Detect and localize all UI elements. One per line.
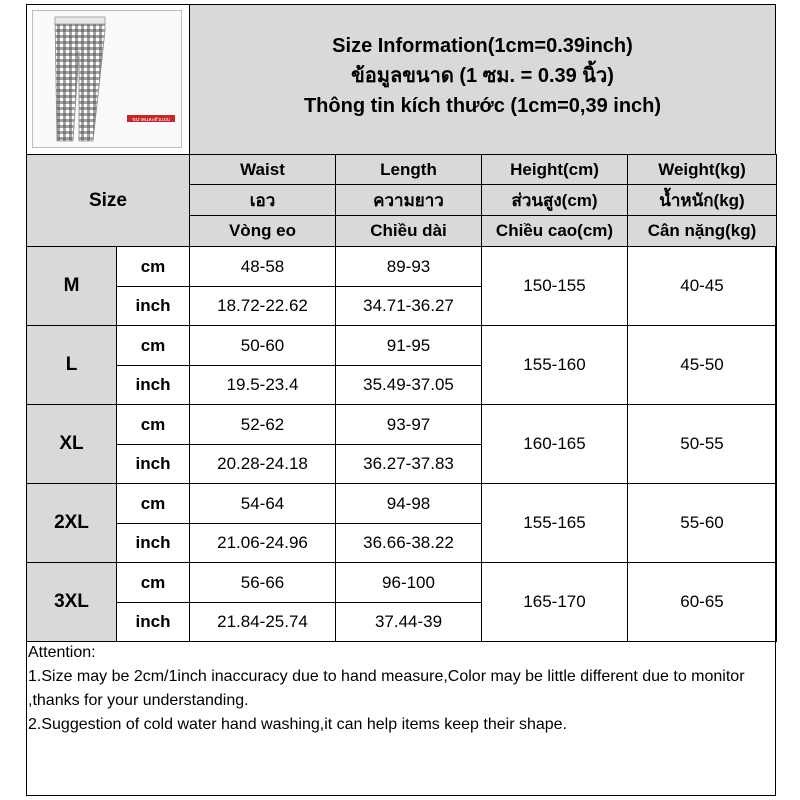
unit-inch: inch [117, 524, 190, 563]
size-table [26, 154, 777, 642]
waist-inch: 21.06-24.96 [190, 524, 336, 563]
size-label: 2XL [27, 484, 117, 563]
col-length-vi: Chiều dài [336, 216, 482, 247]
length-cm: 94-98 [336, 484, 482, 524]
attention-line-2: 2.Suggestion of cold water hand washing,it can help items keep their shape. [28, 716, 567, 733]
length-inch: 34.71-36.27 [336, 287, 482, 326]
col-waist-th: เอว [190, 185, 336, 216]
table-row [27, 326, 777, 366]
col-waist-vi: Vòng eo [190, 216, 336, 247]
svg-text:ขนาดและตัวแบบ: ขนาดและตัวแบบ [132, 117, 170, 123]
length-cm: 89-93 [336, 247, 482, 287]
waist-cm: 54-64 [190, 484, 336, 524]
height-range: 160-165 [482, 405, 628, 484]
col-weight-th: น้ำหนัก(kg) [628, 185, 777, 216]
height-range: 155-165 [482, 484, 628, 563]
col-weight-vi: Cân nặng(kg) [628, 216, 777, 247]
length-cm: 93-97 [336, 405, 482, 445]
table-row [27, 247, 777, 287]
attention-heading: Attention: [28, 644, 96, 661]
weight-range: 60-65 [628, 563, 777, 642]
attention-line-1: 1.Size may be 2cm/1inch inaccuracy due to hand measure,Color may be little different due to monitor ,thanks for your understanding. [28, 668, 745, 709]
weight-range: 40-45 [628, 247, 777, 326]
size-label: 3XL [27, 563, 117, 642]
size-label: M [27, 247, 117, 326]
waist-cm: 52-62 [190, 405, 336, 445]
length-inch: 36.66-38.22 [336, 524, 482, 563]
col-length-en: Length [336, 155, 482, 185]
col-waist-en: Waist [190, 155, 336, 185]
length-cm: 91-95 [336, 326, 482, 366]
unit-inch: inch [117, 603, 190, 642]
col-height-en: Height(cm) [482, 155, 628, 185]
waist-inch: 20.28-24.18 [190, 445, 336, 484]
unit-cm: cm [117, 326, 190, 366]
waist-inch: 19.5-23.4 [190, 366, 336, 405]
unit-cm: cm [117, 405, 190, 445]
table-row [27, 405, 777, 445]
weight-range: 45-50 [628, 326, 777, 405]
unit-inch: inch [117, 366, 190, 405]
col-length-th: ความยาว [336, 185, 482, 216]
length-inch: 37.44-39 [336, 603, 482, 642]
height-range: 155-160 [482, 326, 628, 405]
height-range: 150-155 [482, 247, 628, 326]
title-thai: ข้อมูลขนาด (1 ซม. = 0.39 นิ้ว) [351, 65, 614, 87]
size-header: Size [27, 155, 190, 247]
unit-cm: cm [117, 247, 190, 287]
table-row [27, 484, 777, 524]
title-vietnamese: Thông tin kích thước (1cm=0,39 inch) [303, 95, 662, 117]
attention-notes [28, 641, 774, 737]
col-height-vi: Chiều cao(cm) [482, 216, 628, 247]
unit-inch: inch [117, 287, 190, 326]
waist-inch: 21.84-25.74 [190, 603, 336, 642]
waist-cm: 48-58 [190, 247, 336, 287]
weight-range: 50-55 [628, 405, 777, 484]
col-weight-en: Weight(kg) [628, 155, 777, 185]
unit-inch: inch [117, 445, 190, 484]
length-inch: 35.49-37.05 [336, 366, 482, 405]
title-english: Size Information(1cm=0.39inch) [332, 35, 633, 57]
weight-range: 55-60 [628, 484, 777, 563]
waist-cm: 50-60 [190, 326, 336, 366]
size-label: L [27, 326, 117, 405]
unit-cm: cm [117, 484, 190, 524]
waist-inch: 18.72-22.62 [190, 287, 336, 326]
table-row [27, 563, 777, 603]
waist-cm: 56-66 [190, 563, 336, 603]
unit-cm: cm [117, 563, 190, 603]
col-height-th: ส่วนสูง(cm) [482, 185, 628, 216]
height-range: 165-170 [482, 563, 628, 642]
length-cm: 96-100 [336, 563, 482, 603]
length-inch: 36.27-37.83 [336, 445, 482, 484]
size-label: XL [27, 405, 117, 484]
